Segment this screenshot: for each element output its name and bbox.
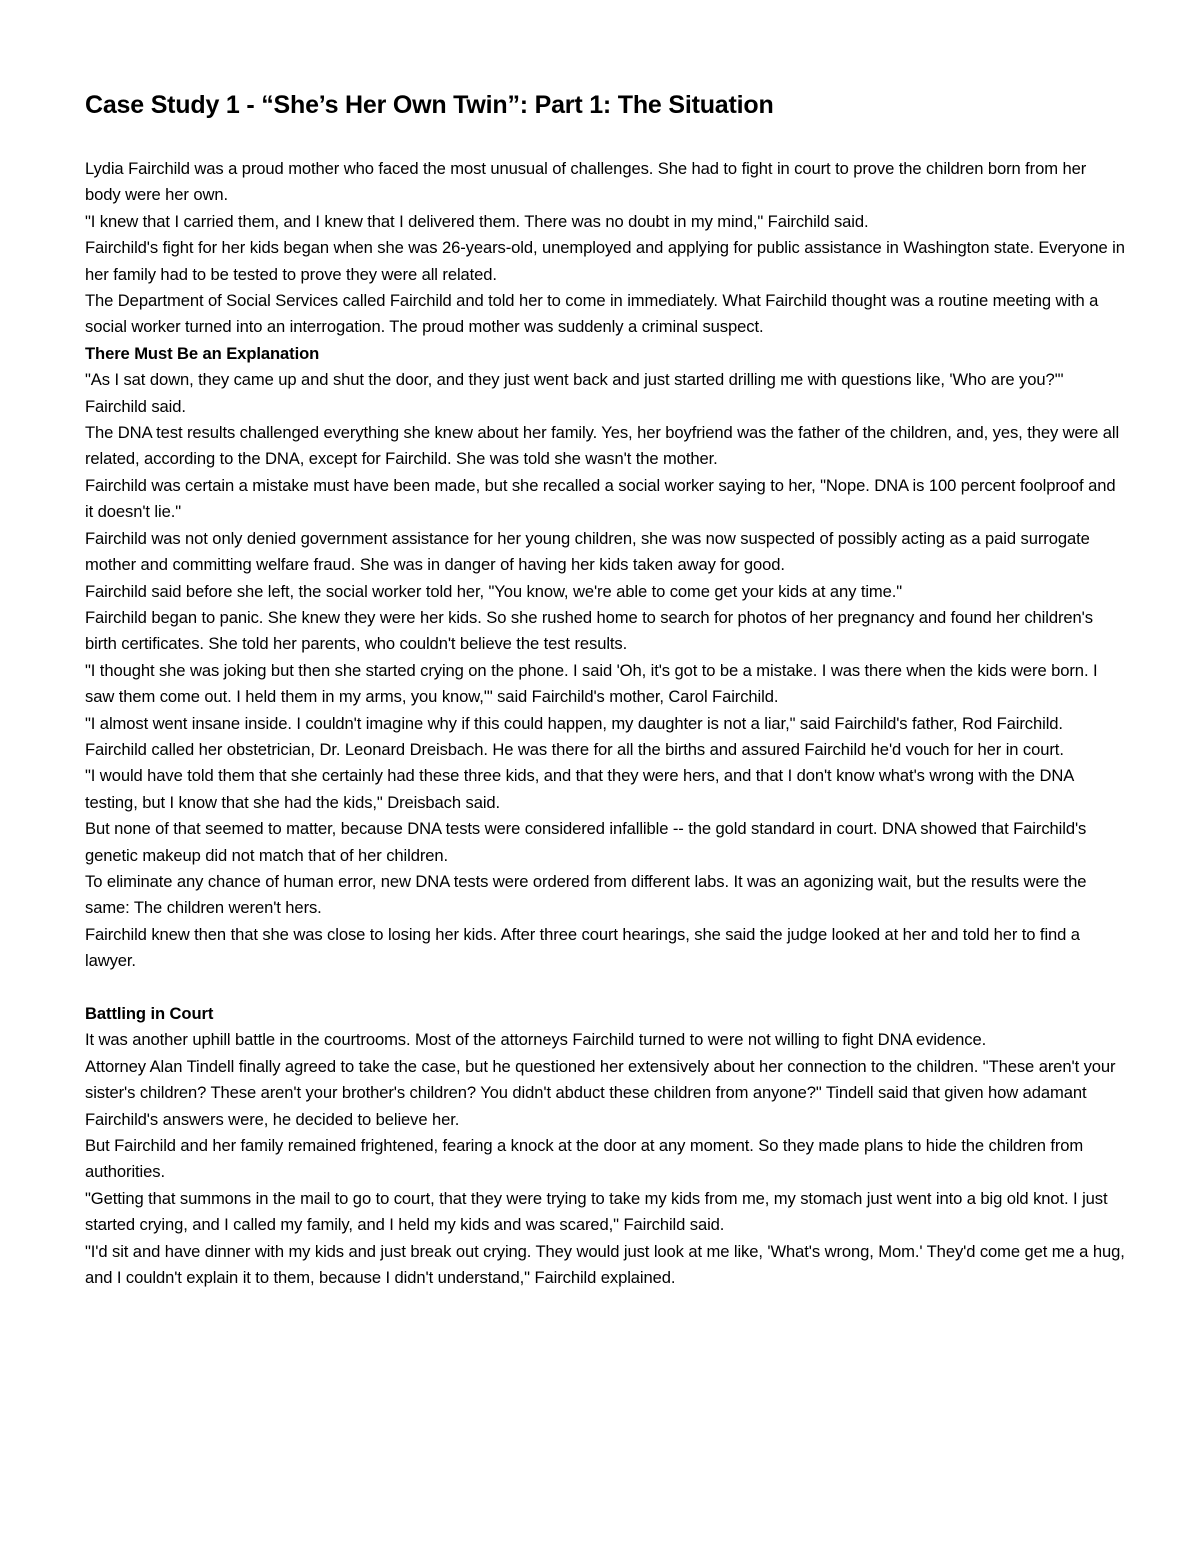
paragraph: "I almost went insane inside. I couldn't imagine why if this could happen, my daughter is not a liar," said Fairchild's father, Rod Fairchild. [85,713,1063,733]
paragraph: Fairchild was certain a mistake must have been made, but she recalled a social worker saying to her, "Nope. DNA is 100 percent foolproof and it doesn't lie." [85,475,1116,522]
paragraph: But Fairchild and her family remained frightened, fearing a knock at the door at any moment. So they made plans to hide the children from authorities. [85,1136,1084,1182]
paragraph: "I'd sit and have dinner with my kids and just break out crying. They would just look at me like, 'What's wrong, Mom.' They'd come get me a hug, and I couldn't explain it to them, because I didn't understand," Fairchild explained. [85,1241,1125,1288]
document-page [85,88,1125,1291]
paragraph: Lydia Fairchild was a proud mother who faced the most unusual of challenges. She had to fight in court to prove the children born from her body were her own. [85,159,1087,205]
paragraph: "Getting that summons in the mail to go to court, that they were trying to take my kids from me, my stomach just went into a big old knot. I just started crying, and I called my family, and I held my kids and was scared," Fairchild said. [85,1188,1108,1235]
document-title: Case Study 1 - “She’s Her Own Twin”: Part 1: The Situation [85,91,774,119]
section-heading: There Must Be an Explanation [85,343,320,363]
document-body [85,156,1125,1291]
paragraph: The DNA test results challenged everything she knew about her family. Yes, her boyfriend was the father of the children, and, yes, they were all related, according to the DNA, except for Fairchild. She was told she wasn't the mother. [85,423,1120,469]
paragraph: "As I sat down, they came up and shut the door, and they just went back and just started drilling me with questions like, 'Who are you?'" Fairchild said. [85,370,1064,416]
paragraph: To eliminate any chance of human error, new DNA tests were ordered from different labs. It was an agonizing wait, but the results were the same: The children weren't hers. [85,871,1087,918]
paragraph: But none of that seemed to matter, because DNA tests were considered infallible -- the gold standard in court. DNA showed that Fairchild's genetic makeup did not match that of her children. [85,819,1087,865]
paragraph: "I would have told them that she certainly had these three kids, and that they were hers, and that I don't know what's wrong with the DNA testing, but I know that she had the kids," Dreisbach said. [85,766,1074,812]
paragraph: Fairchild knew then that she was close to losing her kids. After three court hearings, she said the judge looked at her and told her to find a lawyer. [85,924,1080,971]
paragraph: It was another uphill battle in the courtrooms. Most of the attorneys Fairchild turned to were not willing to fight DNA evidence. [85,1030,987,1050]
paragraph: Fairchild began to panic. She knew they were her kids. So she rushed home to search for photos of her pregnancy and found her children's birth certificates. She told her parents, who couldn't believe the test results. [85,607,1093,654]
paragraph: The Department of Social Services called Fairchild and told her to come in immediately. What Fairchild thought was a routine meeting with a social worker turned into an interrogation. The proud mother was suddenly a criminal suspect. [85,291,1099,337]
section-heading: Battling in Court [85,1003,214,1023]
paragraph: Attorney Alan Tindell finally agreed to take the case, but he questioned her extensively about her connection to the children. "These aren't your sister's children? These aren't your brother's children? You didn't abduct these children from anyone?" Tindell said that given how adamant Fairchild's answers were, he decided to believe her. [85,1056,1116,1129]
paragraph: Fairchild was not only denied government assistance for her young children, she was now suspected of possibly acting as a paid surrogate mother and committing welfare fraud. She was in danger of having her kids taken away for good. [85,528,1090,575]
paragraph: "I knew that I carried them, and I knew that I delivered them. There was no doubt in my mind," Fairchild said. [85,211,869,231]
paragraph: Fairchild called her obstetrician, Dr. Leonard Dreisbach. He was there for all the births and assured Fairchild he'd vouch for her in court. [85,739,1064,759]
paragraph: "I thought she was joking but then she started crying on the phone. I said 'Oh, it's got to be a mistake. I was there when the kids were born. I saw them come out. I held them in my arms, you know,'" said Fairchild's mother, Carol Fairchild. [85,660,1098,707]
paragraph: Fairchild said before she left, the social worker told her, "You know, we're able to come get your kids at any time." [85,581,903,601]
paragraph: Fairchild's fight for her kids began when she was 26-years-old, unemployed and applying for public assistance in Washington state. Everyone in her family had to be tested to prove they were all related. [85,238,1125,284]
